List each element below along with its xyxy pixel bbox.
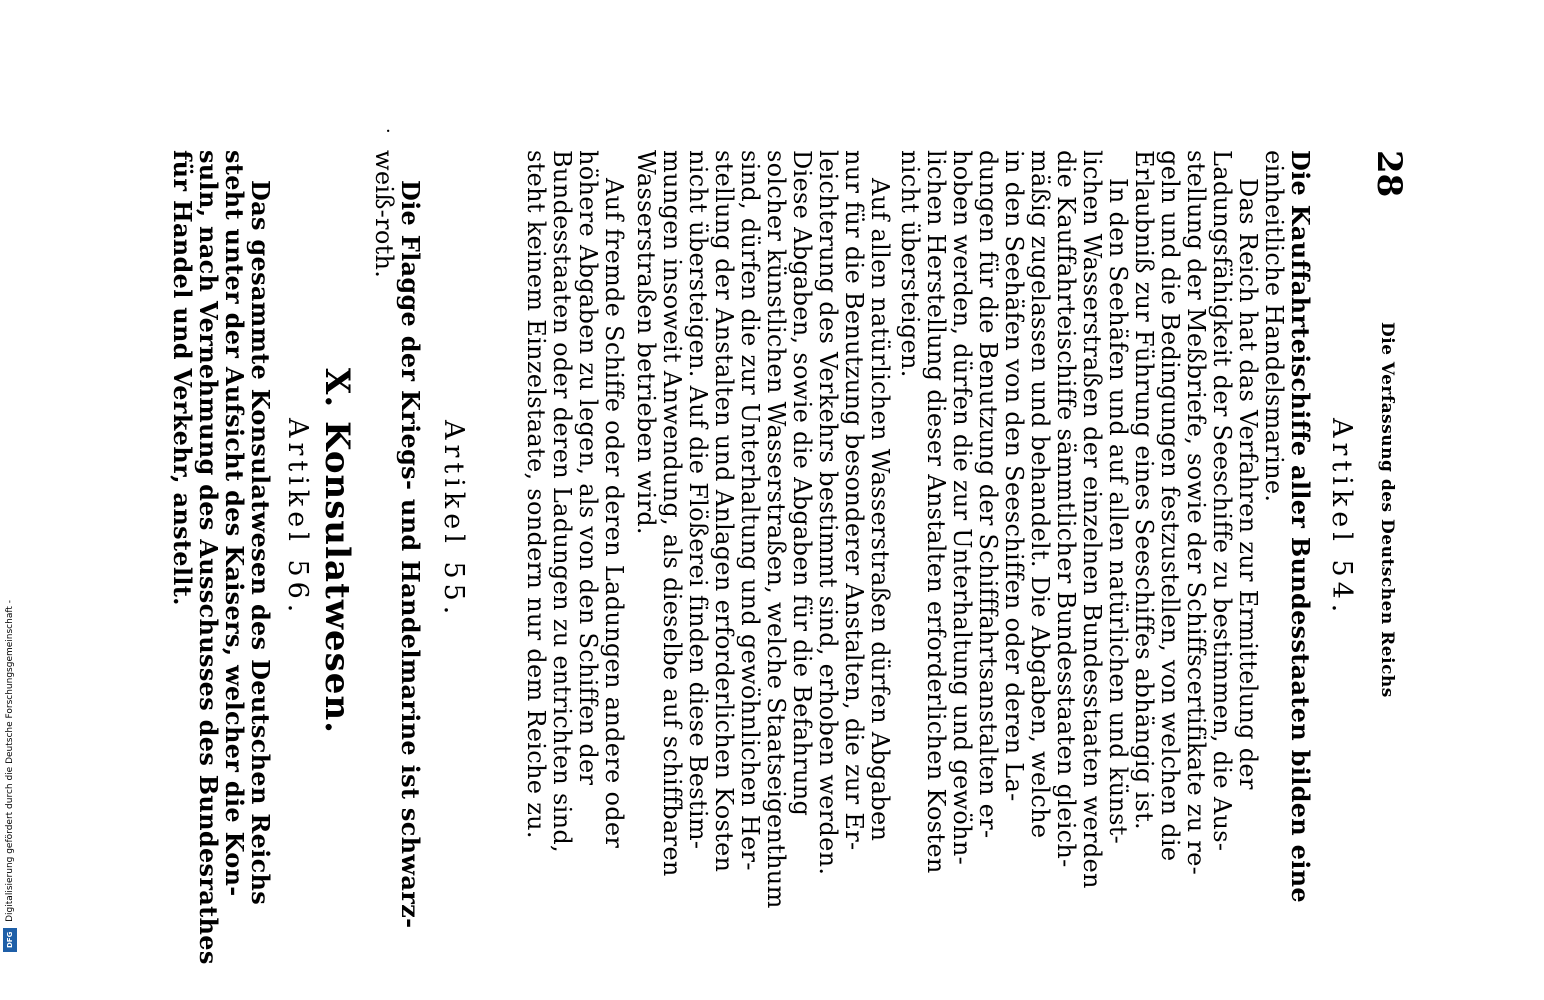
article-54-line: Die Kauffahrteischiffe aller Bundesstaaten bilden eine	[1286, 150, 1315, 903]
article-54-line: mungen insoweit Anwendung, als dieselbe auf schiffbaren	[658, 150, 686, 877]
article-54-line: hoben werden, dürfen die zur Unterhaltung und gewöhn-	[948, 150, 976, 865]
article-54-line: nur für die Benutzung besonderer Anstalten, die zur Er-	[840, 150, 868, 851]
article-54-line: Wasserstraßen betrieben wird.	[632, 150, 660, 535]
article-54-line: stellung der Anstalten und Anlagen erforderlichen Kosten	[710, 150, 738, 873]
article-55-line: Auf fremde Schiffe oder deren Ladungen andere oder	[600, 178, 628, 849]
article-54-line: dungen für die Benutzung der Schifffahrtsanstalten er-	[974, 150, 1002, 839]
running-head: Die Verfassung des Deutschen Reichs	[1377, 322, 1397, 698]
article-54-line: in den Seehäfen von den Seeschiffen oder deren La-	[1000, 150, 1028, 802]
article-54-line: Erlaubniß zur Führung eines Seeschiffes abhängig ist.	[1130, 150, 1158, 830]
article-54-line: stellung der Meßbriefe, sowie der Schiffscertifikate zu re-	[1182, 150, 1210, 876]
article-54-line: Ladungsfähigkeit der Seeschiffe zu bestimmen, die Aus-	[1208, 150, 1236, 852]
article-54-line: lichen Herstellung dieser Anstalten erforderlichen Kosten	[922, 150, 950, 874]
article-56-line: steht unter der Aufsicht des Kaisers, welcher die Kon-	[220, 150, 249, 897]
article-56-line: suln, nach Vernehmung des Ausschusses des Bundesrathes	[194, 150, 223, 965]
article-55-line: höhere Abgaben zu legen, als von den Schiffen der	[574, 150, 602, 786]
article-54-line: geln und die Bedingungen festzustellen, von welchen die	[1156, 150, 1184, 862]
article-54-line: Das Reich hat das Verfahren zur Ermittelung der	[1234, 178, 1262, 790]
article-54-line: solcher künstlichen Wasserstraßen, welche Staatseigenthum	[762, 150, 790, 909]
digitization-credit	[0, 600, 20, 1000]
article-54-line: leichterung des Verkehrs bestimmt sind, erhoben werden.	[814, 150, 842, 876]
article-54-line: Auf allen natürlichen Wasserstraßen dürfen Abgaben	[866, 178, 894, 842]
article-55-line: Bundesstaaten oder deren Ladungen zu entrichten sind,	[548, 150, 576, 853]
article-55-line: weiß-roth.	[370, 150, 398, 279]
article-54-line: die Kauffahrteischiffe sämmtlicher Bundesstaaten gleich-	[1052, 150, 1080, 868]
article-56-line: Das gesammte Konsulatwesen des Deutschen Reichs	[246, 180, 275, 906]
article-54-line: sind, dürfen die zur Unterhaltung und gewöhnlichen Her-	[736, 150, 764, 871]
article-56-line: für Handel und Verkehr, anstellt.	[168, 150, 197, 606]
article-54-line: mäßig zugelassen und behandelt. Die Abgaben, welche	[1026, 150, 1054, 839]
article-54-line: lichen Wasserstraßen der einzelnen Bundesstaaten werden	[1078, 150, 1106, 889]
article-54-line: einheitliche Handelsmarine.	[1260, 150, 1288, 503]
article-55-line: steht keinem Einzelstaate, sondern nur dem Reiche zu.	[522, 150, 550, 839]
article-title-54: Artikel 54.	[1326, 418, 1357, 618]
section-title: X. Konsulatwesen.	[317, 368, 357, 734]
dfg-logo-icon: DFG	[3, 928, 17, 952]
article-54-line: In den Seehäfen und auf allen natürlichen und künst-	[1104, 178, 1132, 845]
page-number: 28	[1369, 150, 1409, 198]
article-title-56: Artikel 56.	[282, 418, 313, 618]
article-title-55: Artikel 55.	[438, 420, 469, 620]
article-54-line: nicht übersteigen.	[896, 150, 924, 378]
credit-text: Digitalisierung gefördert durch die Deutsche Forschungsgemeinschaft -	[5, 600, 15, 922]
article-55-line: Die Flagge der Kriegs- und Handelmarine ist schwarz-	[396, 180, 425, 929]
scan-speck: ·	[377, 128, 398, 134]
article-54-line: nicht übersteigen. Auf die Flößerei finden diese Bestim-	[684, 150, 712, 850]
article-54-line: Diese Abgaben, sowie die Abgaben für die Befahrung	[788, 150, 816, 817]
